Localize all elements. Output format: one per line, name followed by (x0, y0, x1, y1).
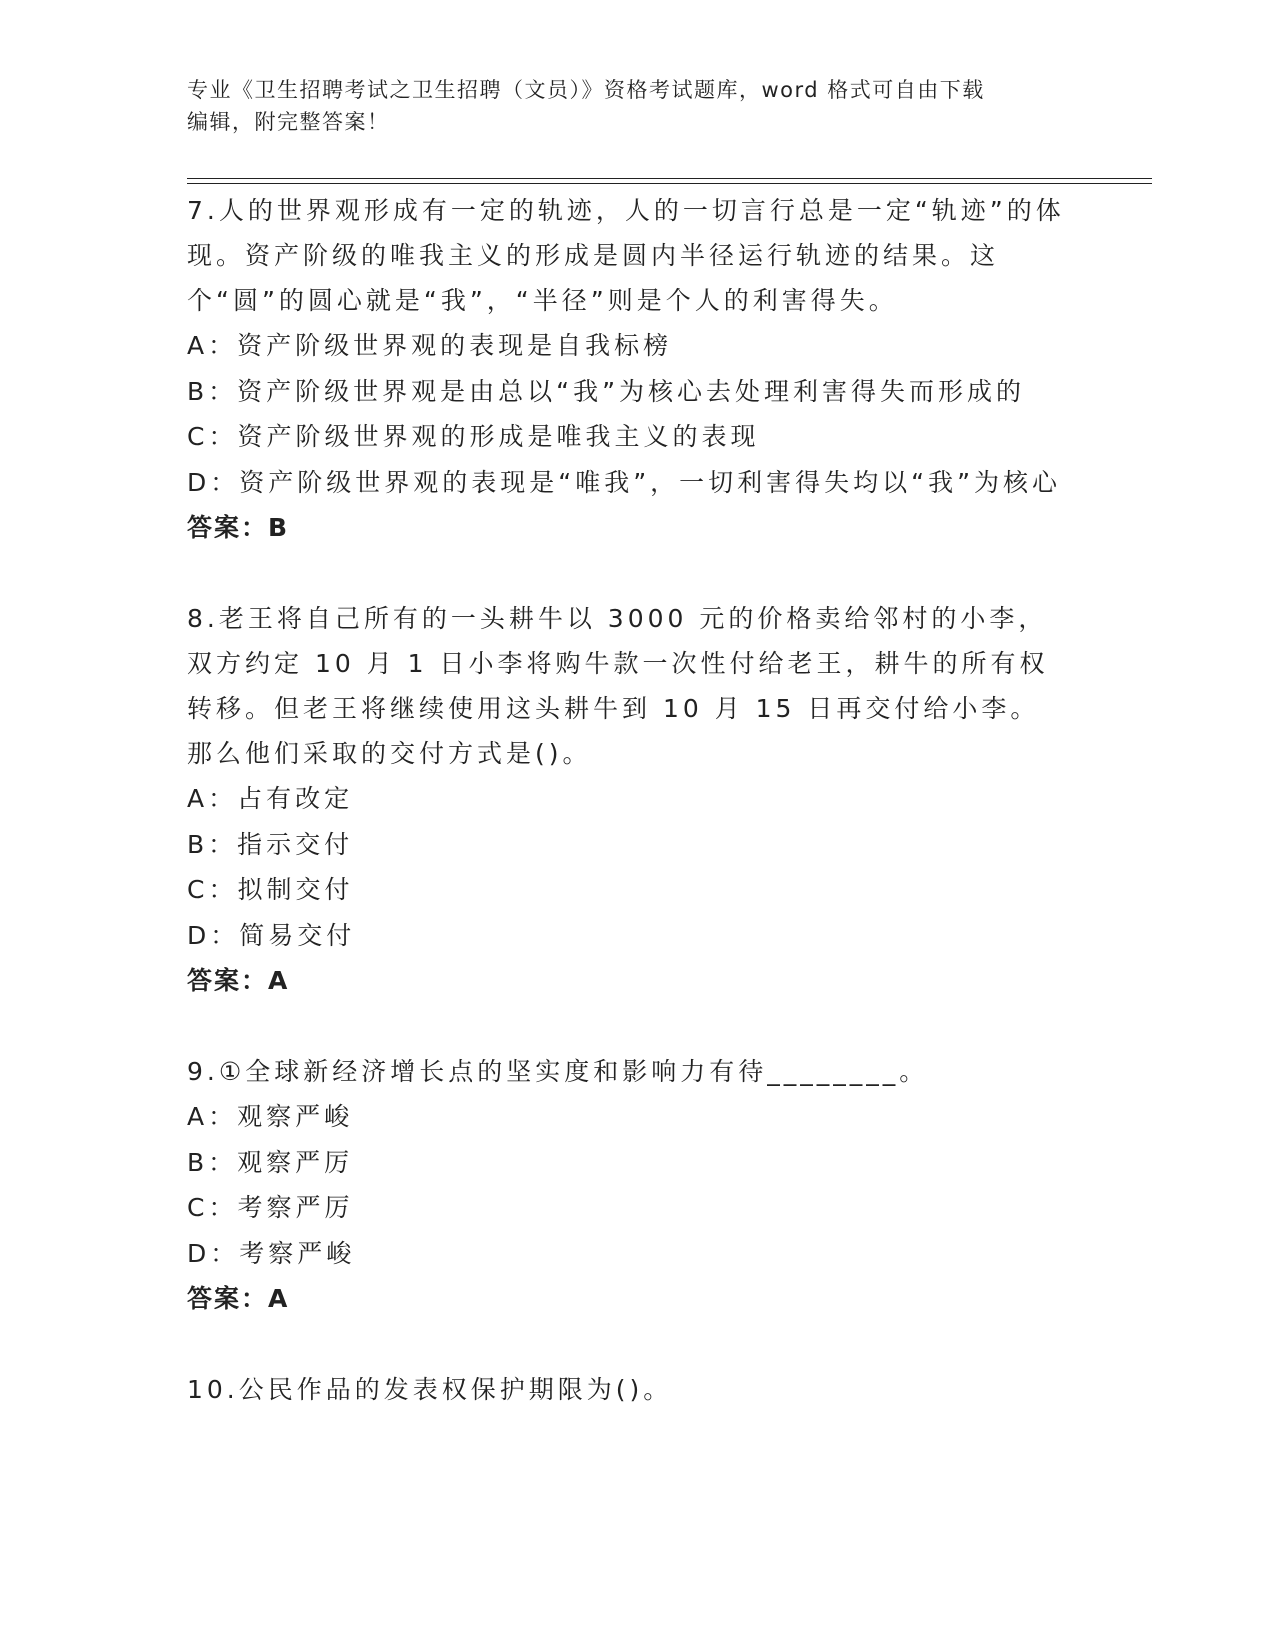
question-stem: 10.公民作品的发表权保护期限为()。 (187, 1375, 673, 1404)
option-b: B：指示交付 (187, 829, 354, 859)
option-b: B：资产阶级世界观是由总以“我”为核心去处理利害得失而形成的 (187, 376, 1026, 406)
option-a: A：观察严峻 (187, 1102, 354, 1131)
answer: 答案：A (187, 966, 290, 995)
question-7 (187, 187, 1067, 551)
option-a: A：资产阶级世界观的表现是自我标榜 (187, 331, 673, 360)
option-a: A：占有改定 (187, 784, 354, 813)
question-stem: 8.老王将自己所有的一头耕牛以 3000 元的价格卖给邻村的小李，双方约定 10 月 1 日小李将购牛款一次性付给老王，耕牛的所有权转移。但老王将继续使用这头耕牛到 10 月 15 日再交付给小李。那么他们采取的交付方式是()。 (187, 604, 1049, 768)
answer: 答案：A (187, 1284, 290, 1313)
option-d: D：简易交付 (187, 920, 356, 950)
option-c: C：考察严厉 (187, 1193, 354, 1222)
option-d: D：资产阶级世界观的表现是“唯我”，一切利害得失均以“我”为核心 (187, 467, 1062, 497)
page-header (187, 74, 1067, 138)
question-list (187, 187, 1067, 1412)
question-stem: 9.①全球新经济增长点的坚实度和影响力有待________。 (187, 1057, 929, 1086)
option-c: C：拟制交付 (187, 875, 354, 904)
option-d: D：考察严峻 (187, 1238, 356, 1268)
option-c: C：资产阶级世界观的形成是唯我主义的表现 (187, 422, 760, 451)
question-10 (187, 1366, 1067, 1412)
question-8 (187, 595, 1067, 1004)
header-line-2: 编辑，附完整答案！ (187, 110, 390, 134)
question-stem: 7.人的世界观形成有一定的轨迹，人的一切言行总是一定“轨迹”的体现。资产阶级的唯我主义的形成是圆内半径运行轨迹的结果。这个“圆”的圆心就是“我”，“半径”则是个人的利害得失。 (187, 196, 1065, 315)
header-rule-bottom (187, 183, 1152, 184)
header-rule-top (187, 178, 1152, 179)
question-9 (187, 1048, 1067, 1322)
option-b: B：观察严厉 (187, 1147, 354, 1177)
header-line-1: 专业《卫生招聘考试之卫生招聘（文员）》资格考试题库，word 格式可自由下载 (187, 78, 985, 102)
answer: 答案：B (187, 513, 290, 542)
